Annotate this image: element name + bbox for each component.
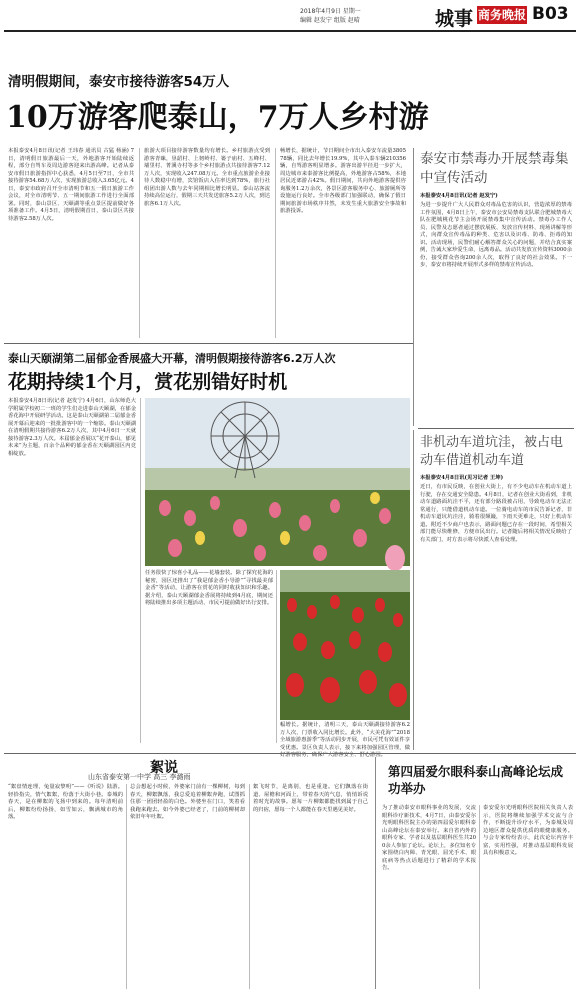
essay-body-col2: 总会想起小时候，外婆家门前有一棵柳树，每到春天，柳絮飘落，我总爱追着柳絮奔跑，试图抓住那一团团轻盈的白色。外婆坐在门口，笑着看我跑来跑去。如今外婆已经老了，门前的柳树却依旧年年吐絮。 <box>130 784 245 820</box>
essay-author: 山东省泰安第一中学 高三 李潞雨 <box>88 773 191 781</box>
essay-headline: 絮说 <box>150 760 178 776</box>
bike-lane-headline: 非机动车道坑洼，被占电动车借道机动车道 <box>420 435 564 468</box>
right-column-divider <box>413 430 414 750</box>
column-divider <box>249 784 250 989</box>
section-rule <box>4 343 413 344</box>
essay-body-col3: 絮飞时节，是离别，也是重逢。它们飘落在街道、屋檐和河面上，带着春天的气息，悄悄诉说着时光的故事。愿每一片柳絮都能找到属于自己的归宿，愿每一个人都能在春天里遇见美好。 <box>253 784 368 813</box>
ferris-wheel-tulip-photo <box>145 398 410 566</box>
column-divider <box>139 148 140 338</box>
essay-body-col1: “絮盘情连理，兔量寂黎明”——《听说》陆游。轻拾指尖，情气絮絮，纷落于大街小巷。泰城的春天，是在柳絮的飞扬中到来的。每年清明前后，柳絮纷纷扬扬，如雪如云，飘满城市的角落。 <box>8 784 123 820</box>
flower-body-col1: 本报泰安4月8日讯(记者 赵发宁) 4月6日，山东师范大学附属学校初二一班的学生们走进泰山天颐湖，在郁金香花海中开展研学活动。这是泰山天颐湖第二届郁金香展开幕后迎来的一批批游客中的一个缩影。泰山天颐湖在清明假期共接待游客6.2万人次，其中4月6日一天就接待游客2.3万人次。本届郁金香展以“花开泰山，郁见未来”为主题，百余个品种的郁金香在天颐湖园区内竞相绽放。 <box>8 398 136 457</box>
drug-body: 为进一步提升广大人民群众对毒品危害的认识，营造浓厚的禁毒工作氛围，4月8日上午，泰安市公安局禁毒支队联合肥城禁毒大队在肥城桃花节主会场开展禁毒集中宣传活动。禁毒办工作人员、民警及志愿者通过摆放展板、发放宣传材料、现场讲解等形式，向群众宣传毒品的种类、危害以及识毒、防毒、拒毒的知识。活动现场，民警们耐心解答群众关心的问题，并结合真实案例，告诫大家珍爱生命，远离毒品。活动共发放宣传资料3000余份，接受群众咨询200余人次，取得了良好的社会效果。下一步，泰安市将持续开展形式多样的禁毒宣传活动。 <box>420 202 572 268</box>
forum-headline: 第四届爱尔眼科泰山高峰论坛成功举办 <box>388 764 564 796</box>
bike-lane-byline: 本报泰安4月8日讯(见习记者 王坤) <box>420 475 504 481</box>
forum-body-col1: 为了推动泰安市眼科事业的发展，交流眼科诊疗新技术，4月7日，由泰安爱尔光明眼科医院主办的第四届爱尔眼科泰山高峰论坛在泰安举行。来自省内外的眼科专家、学者以及基层眼科医生共200余人参加了论坛。论坛上，多位知名专家围绕白内障、青光眼、屈光手术、眼底病等热点话题进行了精彩的学术报告。 <box>382 805 476 871</box>
lead-body-col1: 本报泰安4月8日讯(记者 王玮春 通讯员 古猛 杨涵) 7日，清明假日旅游最后一天，外地游客开始陆续返程，部分自驾车及周边游客迎来出游高峰。记者从泰安市假日旅游指挥中心获悉，4月5日至7日，全市共接待游客54.68万人次，实现旅游总收入3.65亿元。4日，泰安市政府召开全市清明节和五一假日旅游工作会议，对全市清明节、五一期间旅游工作进行全面部署。同时，泰山景区、天颐湖等重点景区提前做好各项准备工作。4月5日，清明假期首日，泰山景区共接待游客2.58万人次。 <box>8 148 134 222</box>
bike-lane-body: 近日，有市民反映，在创业大街上，有不少电动车在机动车道上行驶，存在交通安全隐患。4月8日，记者在创业大街看到，非机动车道路面坑洼不平，还有部分路段被占用，导致电动车无法正常通行，只能借道机动车道。一位骑电动车的市民告诉记者，非机动车道坑坑洼洼，骑着很颠簸，下雨天更难走，只好上机动车道。附近不少商户也表示，路面问题已存在一段时间，希望相关部门能尽快维修，方便市民出行。记者随后将相关情况反映给了有关部门，对方表示将尽快派人查看处理。 <box>420 484 572 543</box>
flower-body-col2: 任务很快了惊喜小礼品——花墙套装。除了探究花海的秘密，园区还推出了“我是郁金香小导游”“寻找最美郁金香”等活动，让游客在赏花的同时收获知识和乐趣。据介绍，泰山天颐湖郁金香展将持续到4月底，期间还将陆续推出多项主题活动，市民可提前做好出行安排。 <box>145 570 273 606</box>
lead-kicker: 清明假期间，泰安市接待游客54万人 <box>8 74 230 90</box>
forum-body-col2: 泰安爱尔光明眼科医院相关负责人表示，医院将继续加强学术交流与合作，不断提升诊疗水平，为泰城及周边地区群众提供优质的眼健康服务。与会专家纷纷表示，此次论坛内容丰富，实用性强，对推动基层眼科发展具有积极意义。 <box>483 805 573 856</box>
column-divider <box>140 398 141 743</box>
section-divider <box>375 757 376 989</box>
section-rule <box>4 753 576 754</box>
right-column-divider <box>413 148 414 426</box>
section-name: 城事 <box>435 8 474 30</box>
flower-kicker: 泰山天颐湖第二届郁金香展盛大开幕，清明假期接待游客6.2万人次 <box>8 352 336 365</box>
section-rule <box>418 428 574 429</box>
lead-headline: 10万游客爬泰山，7万人乡村游 <box>6 100 429 135</box>
column-divider <box>479 805 480 989</box>
column-divider <box>126 784 127 989</box>
editors-line: 编辑 赵发宁 组版 赵晴 <box>300 17 360 24</box>
flower-body-col3: 幅增长。据统计，清明三天，泰山天颐湖接待游客6.2万人次，门票收入同比增长。此外，“大美花海”“2018全域旅游惠游季”等活动同步开展，市民可凭有效证件享受优惠。景区负责人表示，接下来将加强园区管理，做好游客服务，确保广大游客安全、舒心游园。 <box>280 722 410 758</box>
page-number: B03 <box>532 4 569 24</box>
column-divider <box>276 570 277 743</box>
flower-headline: 花期持续1个月，赏花别错好时机 <box>8 371 288 393</box>
brand-logo: 商务晚报 <box>477 8 526 22</box>
masthead-rule <box>4 30 576 32</box>
red-tulips-photo <box>280 570 410 720</box>
lead-body-col2: 旅游大项目接待游客数量均有增长。乡村旅游点受到游客青睐，垦韶村、上韧岭村、篓子庙村、五峰村、墙里村、菁溪寺村等多个乡村旅游点共接待游客7.12万人次，实现收入247.08万元。全市重点旅游企业接待人数稳中有增，宾馆饭店入住率达到78%，旅行社组团出游人数与去年同期相比增长明显。泰山站客流持续高位运行，假期三天共发送旅客5.2万人次，到达旅客6.1万人次。 <box>144 148 270 207</box>
date-line: 2018年4月9日 星期一 <box>300 8 361 15</box>
lead-body-col3: 畅增长，据统计，节日期间全市出入泰安车流量380578辆，同比去年增长19.9%，其中入泰车辆210356辆，自驾游客明显增多。游客出游半径进一步扩大，周边城市来泰游客比例提高，外地游客占58%，本地居民近郊游占42%。假日期间，共向外地游客提供咨询服务1.2万余次，各景区游客服务中心、旅游厕所等设施运行良好。全市各级部门加强联动，确保了假日期间旅游市场秩序井然，未发生重大旅游安全事故和旅游投诉。 <box>280 148 406 214</box>
drug-byline: 本报泰安4月8日讯(记者 赵发宁) <box>420 193 498 199</box>
drug-headline: 泰安市禁毒办开展禁毒集中宣传活动 <box>420 151 569 186</box>
column-divider <box>275 148 276 338</box>
